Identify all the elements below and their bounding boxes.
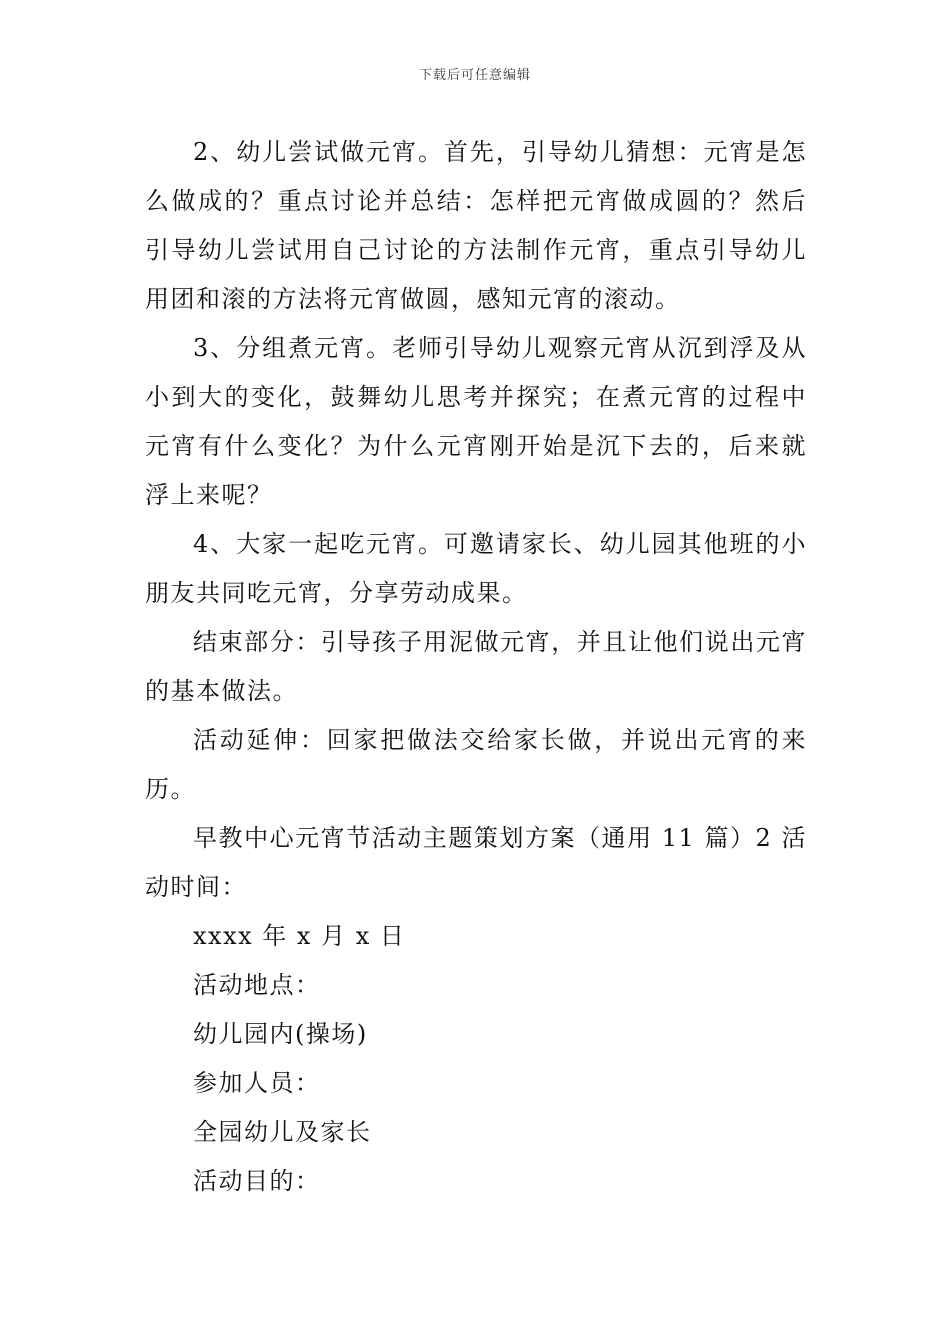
- paragraph-step-4: 4、大家一起吃元宵。可邀请家长、幼儿园其他班的小朋友共同吃元宵，分享劳动成果。: [145, 530, 807, 607]
- page-header: 下载后可任意编辑: [418, 68, 531, 83]
- paragraph-date: xxxx 年 x 月 x 日: [193, 922, 406, 950]
- paragraph-extension: 活动延伸：回家把做法交给家长做，并说出元宵的来历。: [145, 726, 807, 803]
- paragraph-step-3: 3、分组煮元宵。老师引导幼儿观察元宵从沉到浮及从小到大的变化，鼓舞幼儿思考并探究；在煮元宵的过程中元宵有什么变化？为什么元宵刚开始是沉下去的，后来就浮上来呢？: [145, 334, 807, 509]
- paragraph-participants: 全园幼儿及家长: [193, 1118, 372, 1146]
- paragraph-step-2: 2、幼儿尝试做元宵。首先，引导幼儿猜想：元宵是怎么做成的？重点讨论并总结：怎样把元宵做成圆的？然后引导幼儿尝试用自己讨论的方法制作元宵，重点引导幼儿用团和滚的方法将元宵做圆，感知元宵的滚动。: [145, 138, 807, 313]
- paragraph-purpose-label: 活动目的：: [193, 1167, 321, 1195]
- paragraph-participants-label: 参加人员：: [193, 1069, 321, 1097]
- paragraph-location-label: 活动地点：: [193, 971, 321, 999]
- paragraph-ending: 结束部分：引导孩子用泥做元宵，并且让他们说出元宵的基本做法。: [145, 628, 807, 705]
- paragraph-location: 幼儿园内(操场): [193, 1020, 368, 1048]
- document-body: [145, 128, 807, 1206]
- paragraph-plan-title: 早教中心元宵节活动主题策划方案（通用 11 篇）2 活动时间：: [145, 824, 807, 901]
